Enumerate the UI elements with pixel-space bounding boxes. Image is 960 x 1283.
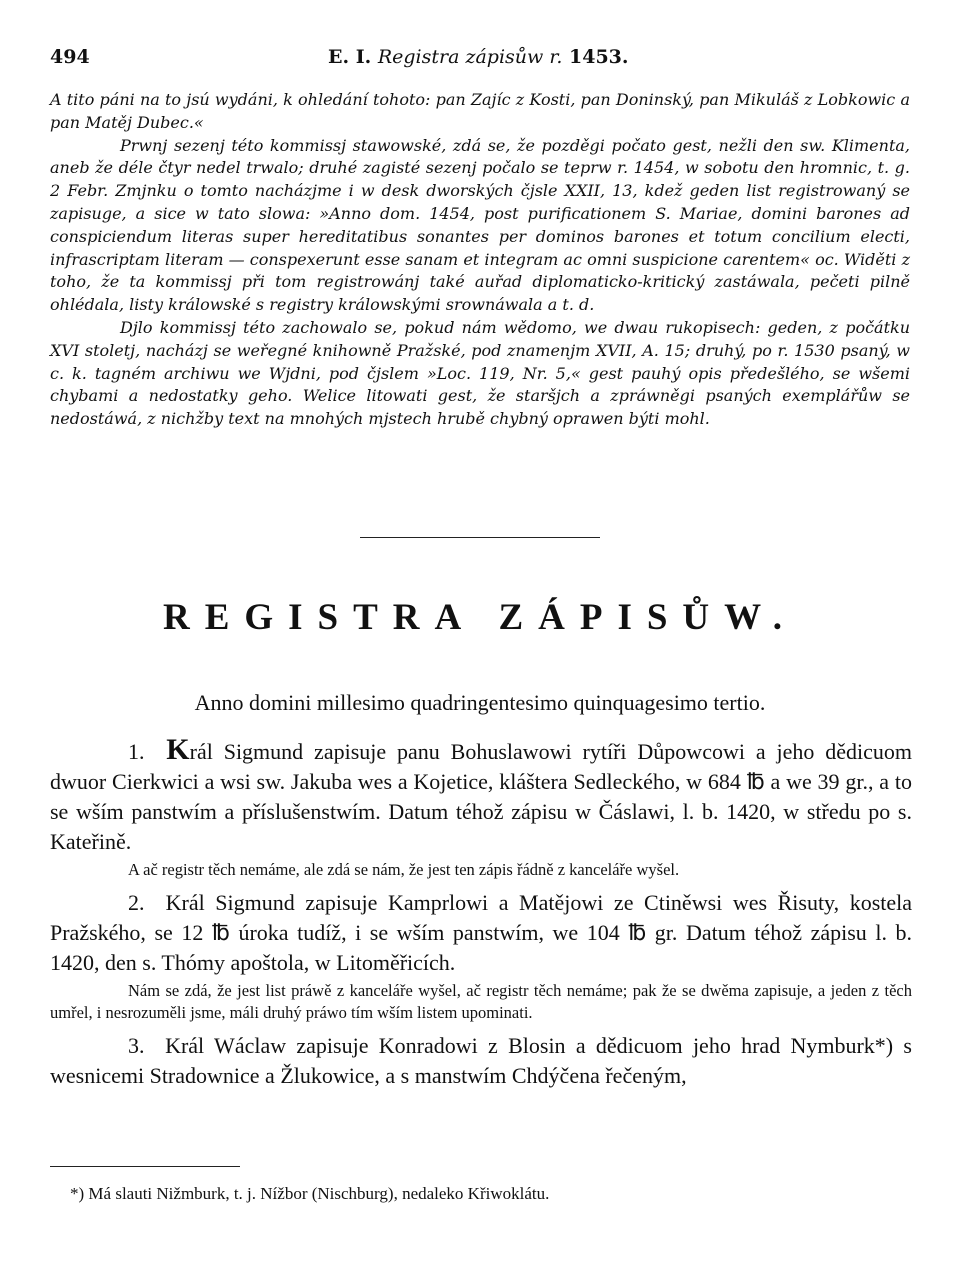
section-subtitle: Anno domini millesimo quadringentesimo quinquagesimo tertio. [194, 690, 766, 715]
page-number: 494 [50, 46, 90, 68]
running-head-section: E. I. [328, 46, 372, 68]
section-divider [360, 537, 600, 538]
running-head [328, 46, 629, 68]
entry-text: Král Wáclaw zapisuje Konradowi z Blosin a dědicuom jeho hrad Nymburk*) s wesnicemi Stradownice a Žlukowice, a s manstwím Chdýčena řečeným, [50, 1032, 912, 1088]
intro-paragraph: Prwnj sezenj této kommissj stawowské, zdá se, že pozděgi počato gest, nežli den sw. Klimenta, aneb že déle čtyr nedel trwalo; druhé zagisté sezenj počalo se teprw r. 1454, w sobotu den hromnic, t. g. 2 Febr. Zmjnku o tomto nacházjme i w desk dworských čjsle XXII, 13, kdež geden list registrowaný se zapisuge, a sice w tato slowa: »Anno dom. 1454, post purificationem S. Mariae, domini barones ad conspiciendum literas super hereditatibus sonantes per dominos barones et totum concilium electi, infrascriptam literam — conspexerunt esse sanam et integram ac omni suspicione carentem« oc. Widěti z toho, že ta kommissj při tom registrowánj také auřad diplomaticko-kritický zastáwala, pečeti pilně ohlédala, listy králowské s registry králowskými srownáwala a t. d. [50, 135, 910, 315]
entry-text: Král Sigmund zapisuje Kamprlowi a Matějowi ze Ctiněwsi wes Řisuty, kostela Pražského, se 12 ℔ úroka tudíž, i se wším panstwím, we 104 ℔ gr. Datum téhož zápisu l. b. 1420, den s. Thómy apoštola, w Litoměřicích. [50, 889, 913, 975]
intro-paragraph: Djlo kommissj této zachowalo se, pokud nám wědomo, we dwau rukopisech: geden, z počátku XVI stoletj, nacházj se weřegné knihowně Pražské, pod znamenjm XVII, A. 15; druhý, po r. 1530 psaný, w c. k. tagném archiwu we Wjdni, pod čjslem »Loc. 119, Nr. 5,« gest pauhý opis předešlého, se wšemi chybami a nedostatky geho. Welice litowati gest, že staršjch a zpráwněgi psaných exemplářůw se nedostáwá, z nichžby text na mnohých mjstech hrubě chybný oprawen býti mohl. [50, 317, 910, 429]
entry-text: rál Sigmund zapisuje panu Bohuslawowi rytíři Důpowcowi a jeho dědicuom dwuor Cierkwici a wsi sw. Jakuba wes a Kojetice, kláštera Sedleckého, w 684 ℔ a we 39 gr., a to se wším panstwím a příslušenstwím. Datum téhož zápisu w Čáslawi, l. b. 1420, w středu po s. Kateřině. [50, 739, 913, 854]
footnote-divider [50, 1166, 240, 1167]
running-head-title: Registra zápisůw r. [377, 46, 563, 68]
register-entry [50, 735, 912, 857]
register-entry [50, 888, 912, 978]
entry-number: 1. [128, 739, 145, 764]
entry-note: Nám se zdá, že jest list práwě z kanceláře wyšel, ač registr těch nemáme; pak že se dwěma zapisuje, a jeden z těch umřel, i nesrozuměli jsme, máli druhý práwo tím wším listem upominati. [50, 980, 912, 1022]
entry-number: 2. [128, 889, 145, 915]
running-head-year: 1453. [569, 46, 629, 68]
page-header [50, 46, 916, 74]
register-entries [50, 735, 912, 1091]
intro-paragraph: A tito páni na to jsú wydáni, k ohledání tohoto: pan Zajíc z Kosti, pan Doninský, pan Mikuláš z Lobkowic a pan Matěj Dubec.« [50, 90, 910, 132]
entry-number: 3. [128, 1032, 145, 1058]
intro-text [50, 89, 910, 431]
register-entry [50, 1031, 912, 1091]
footnote: *) Má slauti Nižmburk, t. j. Nížbor (Nischburg), nedaleko Křiwoklátu. [70, 1184, 550, 1203]
section-title: REGISTRA ZÁPISŮW. [162, 597, 798, 638]
entry-note: A ač registr těch nemáme, ale zdá se nám, že jest ten zápis řádně z kanceláře wyšel. [128, 860, 680, 879]
entry-initial: K [166, 733, 190, 766]
